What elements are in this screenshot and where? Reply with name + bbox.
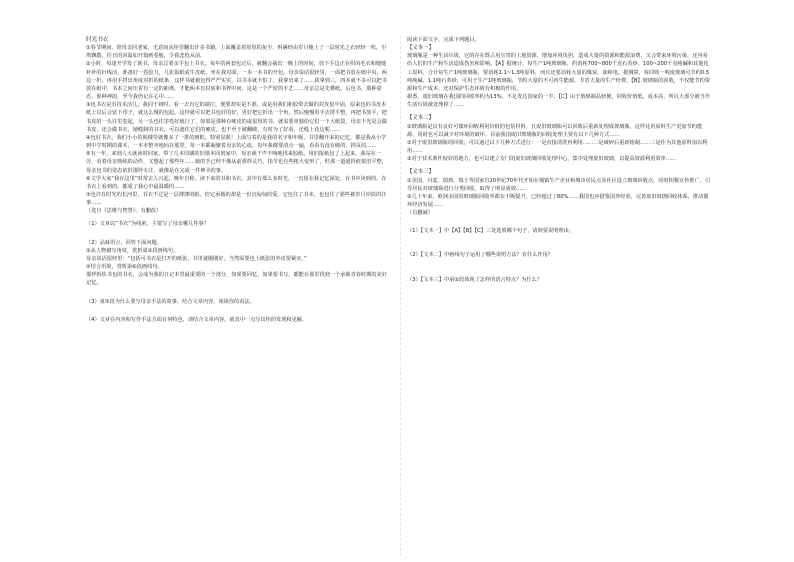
source-note: （选自《思维与智慧》，有删改） [86,208,162,215]
right-column [407,36,712,284]
text-1-label: 【文本一】 [407,45,434,52]
paragraph-4: ④包好书衣，我们小小的阁楼里就像多了一排的画框，特别显眼！上面写着的是我的名字和年级，书里翻开来的记忆，都是我从小学到中学时期的课本，一本本整齐地码在那里，每一本都凝聚着母亲的心血。每年我都要清点一遍，看看有没有破的，掉页的…… [86,134,387,150]
text-3-paragraph-1: ①美国、丹麦、瑞典、瑞士等国家自20世纪70年代开始在城镇生产企业和城市居民点及社区设立玻璃回收点，同时积极宣传推广，引导居民对玻璃瓶进行分类回收，取得了明显成效…… [407,177,711,192]
text-2-paragraph-2: ②对于废旧玻璃瓶的回收，可以通过以下几种方式进行：一是直接清洗再利用……二是破碎后重新熔制……三是作为其他原料加以利用…… [407,139,708,155]
column-divider [400,36,401,556]
paragraph-6: ⑥文学大家“我在这里”时常去人兴起，晚年自称，读下来的书和书衣，其中有那么多时光，一直留在我记忆深处，在书中读到的，在书衣上看到的，都成了我心中最温暖的…… [86,175,387,190]
question-1: （1）文章以“书衣”为线索，主要写了母亲哪几件事？ [86,221,209,228]
question-3: （3）第⑦段为什么要写母亲手法的故事，结合文章内容，谈谈你的看法。 [86,298,255,305]
text-2-paragraph-1: ①玻璃瓶是具有良好可循环回收利用价值的包装材料，且废旧玻璃瓶可以回收后重新处理成玻璃瓶，这样比用原料生产更加节约能源，同时也可以减少对环境的破坏。目前我国废旧玻璃瓶的回收处理主要有以下几种方式…… [407,123,703,138]
paragraph-5: ⑤有一年，来到人大就读时回家，带了几本印刷的旧课本回到家中，母亲就干声不响地找来胶纸，用旧报纸包了上起来。我站在一旁，看着母亲熟练的动作，又想起了那些年……她的手已经不像从前那样灵巧，指节也有些粗大变形了，但那一道道折痕依旧平整，母亲包书的姿态依旧那样专注，就像是在完成一件神圣的事。 [86,151,387,174]
text-3-label: 【文本三】 [407,169,434,176]
right-question-2: （2）【文本二】中画线句子运用了哪些说明方法？有什么作用？ [407,252,553,259]
text-3-paragraph-2: ②几十年来，欧洲多国的玻璃瓶回收率都在不断提升，已经超过了80%……我国也应借鉴国外经验，完善废旧玻璃回收体系，推动循环经济发展…… [407,193,709,208]
reading-intro: 阅读下面文字，完成下列题目。 [407,37,480,43]
deletion-note: （有删减） [407,210,433,217]
text-2-label: 【文本二】 [407,115,434,122]
paragraph-2: ②小时，每逢开学发了新书，母亲总要亲手包上书衣。每年的两套包过后，就翻会抽出一晚上的时间，放下手边正在织的毛衣和缝缝补补的针线活，准备好一卷胶刀，几张报纸或牛皮纸，坐在我对面，一本一本书的开包。母亲说话很轻里，一面把书放在纸中央，两边一折，再用手捋出角度对折的纸条，这样书就被包得严严实实，以书本就不怕了。我拿出来了……我拿到三，四本就不多可以把书放在纸中，书本之间压着有一定的距离，才能两本有封底和书脊中间，这是一个严密的手艺……母亲总是先叠纸，后包书，那种姿态，那种神韵，至今我仍记在心中…… [86,61,387,101]
left-column [86,36,390,324]
question-2-quote-1: 母亲说话很轻里：“包括可书衣是打开的纸张，书里就刚刚好，当然需要也上纸张的外皮要紧实。” [86,255,307,262]
question-2-quote-2: 那样拆状书包的书衣，会成为我的日记本里最重要的一个部分，如果要回忆，如果要书写，都能在那里找到一个承载青春时期的美好记忆。 [86,272,387,287]
question-2: （2）品味语言，回答下面问题。 [86,239,162,246]
text-2-paragraph-3: ③对于技术条件较好的地方，也可以建立专门的废旧玻璃回收处理中心，集中处理废旧玻璃，以提高资源利用效率…… [407,156,677,163]
paragraph-1: ①春节期间，陪母亲回老家，无意间从柜里翻出许多书籍，上面覆盖着厚厚的灰尘，拆裹经由岁月掩上了一层时光之衣轻轻一吹，尘埃飘散，往日的回温如开篇画卷般，令我悲怆从前。 [86,45,387,60]
question-2-part-1: ①从人物描写角度，赏析第②段画线句。 [86,247,179,254]
text-1-paragraph-1: 玻璃瓶是一种生活垃圾，它的存在既占用宝贵的土地资源，增加环境负担，造成大量的资源和能源浪费，又会带来环境污染，还容易给人们的生产和生活造成伤害和影响。【A】据统计，每生产1吨玻璃瓶，约消耗700~800千克石英砂、100~200千克纯碱和其他化工原料，合计每生产1吨玻璃瓶，要消耗1.1~1.3吨原料，而且还要消耗大量的煤炭、油和电。据测算，每回收一吨废玻璃可节约0.5吨纯碱、1.1吨石英砂，可用于生产1吨玻璃瓶，节约大量的不可再生能源，节省大量的生产经费。【B】玻璃瓶的回收，不仅能节约资源和生产成本，还对保护生态环境有积极的作用。 [407,53,711,92]
paragraph-7: ⑦也许在时光的长河里，书衣不过是一层薄薄的纸，但它承载的却是一份沉甸甸的爱。它包住了书本，也包住了那些被岁月冲淡的往事…… [86,191,387,207]
question-2-part-2: ②结合语境，赏析第⑥段画线句。 [86,264,163,271]
text-1-paragraph-2: 据悉，废旧玻璃在我国的回收率约为13%，不足发达国家的一半。【C】由于玻璃制品轻便，回收价值低，成本高，所以大部分被当作生活垃圾被处理掉了…… [407,94,711,109]
right-question-1: （1）【文本一】中【A】【B】【C】三处选填哪个句子，请简要说明理由。 [407,228,575,235]
paragraph-3: ③包书衣是有技术活儿，我同于初时，看一去有它的端庄，便要却实是不准，或是用我们和胶带去做的封皮很牢固，原来包的书皮本纸上以后会留下印子，就这么慢的包起，这样就可以把书包好的好，更好把它折出一个角，然后慢慢用手去捋平整，再把书放平，把书皮的一头往里卷起，另一头也往里卷好就行了。如果是那种有硬皮的或很厚的书，就需要单独给它们一个大纸袋，母亲不光是会做书皮，还会做书衣，她缝制的书衣，可以遮住它们的硬皮，也不至于被翻破，有时为了好看，还缝上花边呢…… [86,102,387,133]
question-4: （4）文章在内容和写作手法方面有何特色，请结合文章内容，就其中一点写出你的发现和见解。 [86,316,308,323]
right-question-3: （3）【文本三】中第②段体现了怎样的语言特点？为什么？ [407,276,543,283]
article-title: 时光书衣 [86,37,109,43]
